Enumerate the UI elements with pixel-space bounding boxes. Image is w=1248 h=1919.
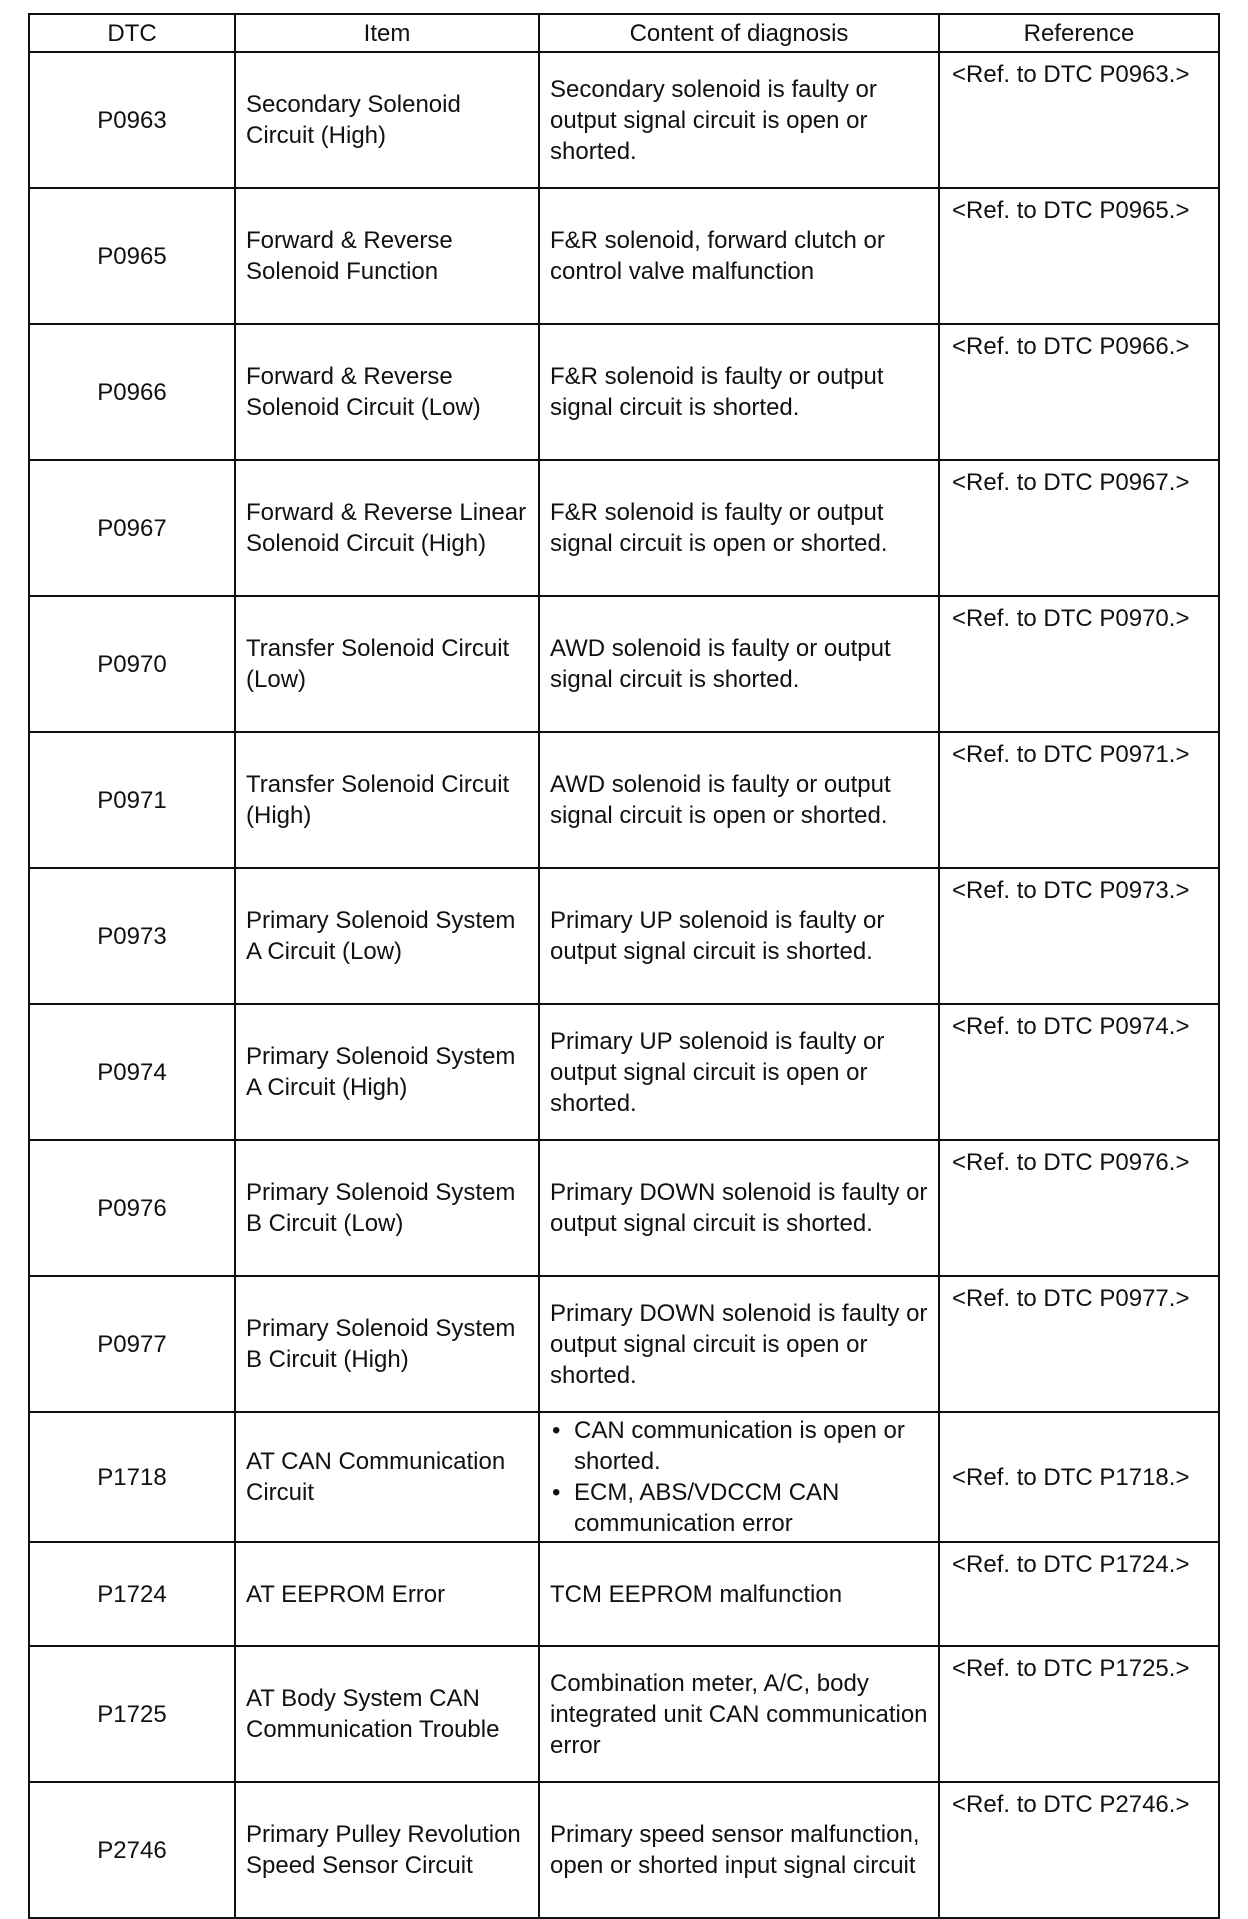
item-cell: Forward & Reverse Linear Solenoid Circuit (High): [235, 460, 539, 596]
reference-cell: <Ref. to DTC P0971.>: [939, 732, 1219, 868]
content-cell: Primary DOWN solenoid is faulty or output signal circuit is shorted.: [539, 1140, 939, 1276]
content-cell: AWD solenoid is faulty or output signal circuit is shorted.: [539, 596, 939, 732]
content-bullet: • CAN communication is open or shorted.: [550, 1415, 928, 1477]
item-cell: Primary Solenoid System A Circuit (Low): [235, 868, 539, 1004]
reference-cell: <Ref. to DTC P0977.>: [939, 1276, 1219, 1412]
reference-cell: <Ref. to DTC P1718.>: [939, 1412, 1219, 1542]
dtc-table: [28, 13, 1220, 1919]
reference-cell: <Ref. to DTC P0966.>: [939, 324, 1219, 460]
content-cell: Combination meter, A/C, body integrated unit CAN communication error: [539, 1646, 939, 1782]
item-cell: AT Body System CAN Communication Trouble: [235, 1646, 539, 1782]
table-row: [29, 188, 1219, 324]
dtc-code: P0971: [29, 732, 235, 868]
dtc-code: P0974: [29, 1004, 235, 1140]
table-row: [29, 1542, 1219, 1646]
item-cell: Transfer Solenoid Circuit (Low): [235, 596, 539, 732]
content-cell: AWD solenoid is faulty or output signal circuit is open or shorted.: [539, 732, 939, 868]
content-cell: Secondary solenoid is faulty or output signal circuit is open or shorted.: [539, 52, 939, 188]
table-row: [29, 868, 1219, 1004]
dtc-code: P0963: [29, 52, 235, 188]
item-cell: Forward & Reverse Solenoid Function: [235, 188, 539, 324]
dtc-code: P0967: [29, 460, 235, 596]
table-row: [29, 1276, 1219, 1412]
content-bullet-list: [550, 1415, 928, 1539]
item-cell: Primary Pulley Revolution Speed Sensor Circuit: [235, 1782, 539, 1918]
content-cell: F&R solenoid is faulty or output signal circuit is shorted.: [539, 324, 939, 460]
content-bullet: • ECM, ABS/VDCCM CAN communication error: [550, 1477, 928, 1539]
item-cell: Primary Solenoid System B Circuit (Low): [235, 1140, 539, 1276]
content-cell: TCM EEPROM malfunction: [539, 1542, 939, 1646]
table-row: [29, 1782, 1219, 1918]
item-cell: AT EEPROM Error: [235, 1542, 539, 1646]
reference-cell: <Ref. to DTC P1725.>: [939, 1646, 1219, 1782]
reference-cell: <Ref. to DTC P0973.>: [939, 868, 1219, 1004]
dtc-code: P2746: [29, 1782, 235, 1918]
dtc-code: P0976: [29, 1140, 235, 1276]
reference-cell: <Ref. to DTC P2746.>: [939, 1782, 1219, 1918]
content-cell: F&R solenoid, forward clutch or control valve malfunction: [539, 188, 939, 324]
table-row: [29, 596, 1219, 732]
dtc-code: P0970: [29, 596, 235, 732]
content-cell: Primary UP solenoid is faulty or output signal circuit is open or shorted.: [539, 1004, 939, 1140]
header-dtc: DTC: [29, 14, 235, 52]
reference-cell: <Ref. to DTC P0974.>: [939, 1004, 1219, 1140]
table-row: [29, 1140, 1219, 1276]
content-cell: [539, 1412, 939, 1542]
dtc-code: P0973: [29, 868, 235, 1004]
content-cell: Primary DOWN solenoid is faulty or output signal circuit is open or shorted.: [539, 1276, 939, 1412]
table-row: [29, 52, 1219, 188]
table-row: [29, 1646, 1219, 1782]
dtc-code: P1724: [29, 1542, 235, 1646]
reference-cell: <Ref. to DTC P0965.>: [939, 188, 1219, 324]
reference-cell: <Ref. to DTC P0967.>: [939, 460, 1219, 596]
content-cell: Primary UP solenoid is faulty or output signal circuit is shorted.: [539, 868, 939, 1004]
header-content: Content of diagnosis: [539, 14, 939, 52]
content-cell: F&R solenoid is faulty or output signal circuit is open or shorted.: [539, 460, 939, 596]
header-item: Item: [235, 14, 539, 52]
table-row: [29, 1412, 1219, 1542]
table-row: [29, 460, 1219, 596]
item-cell: Primary Solenoid System A Circuit (High): [235, 1004, 539, 1140]
item-cell: Primary Solenoid System B Circuit (High): [235, 1276, 539, 1412]
dtc-code: P0965: [29, 188, 235, 324]
item-cell: Forward & Reverse Solenoid Circuit (Low): [235, 324, 539, 460]
dtc-code: P0966: [29, 324, 235, 460]
item-cell: AT CAN Communication Circuit: [235, 1412, 539, 1542]
dtc-code: P0977: [29, 1276, 235, 1412]
header-reference: Reference: [939, 14, 1219, 52]
header-row: [29, 14, 1219, 52]
dtc-code: P1725: [29, 1646, 235, 1782]
table-row: [29, 1004, 1219, 1140]
table-row: [29, 732, 1219, 868]
item-cell: Secondary Solenoid Circuit (High): [235, 52, 539, 188]
reference-cell: <Ref. to DTC P1724.>: [939, 1542, 1219, 1646]
table-row: [29, 324, 1219, 460]
reference-cell: <Ref. to DTC P0976.>: [939, 1140, 1219, 1276]
reference-cell: <Ref. to DTC P0970.>: [939, 596, 1219, 732]
content-cell: Primary speed sensor malfunction, open or shorted input signal circuit: [539, 1782, 939, 1918]
reference-cell: <Ref. to DTC P0963.>: [939, 52, 1219, 188]
dtc-code: P1718: [29, 1412, 235, 1542]
item-cell: Transfer Solenoid Circuit (High): [235, 732, 539, 868]
